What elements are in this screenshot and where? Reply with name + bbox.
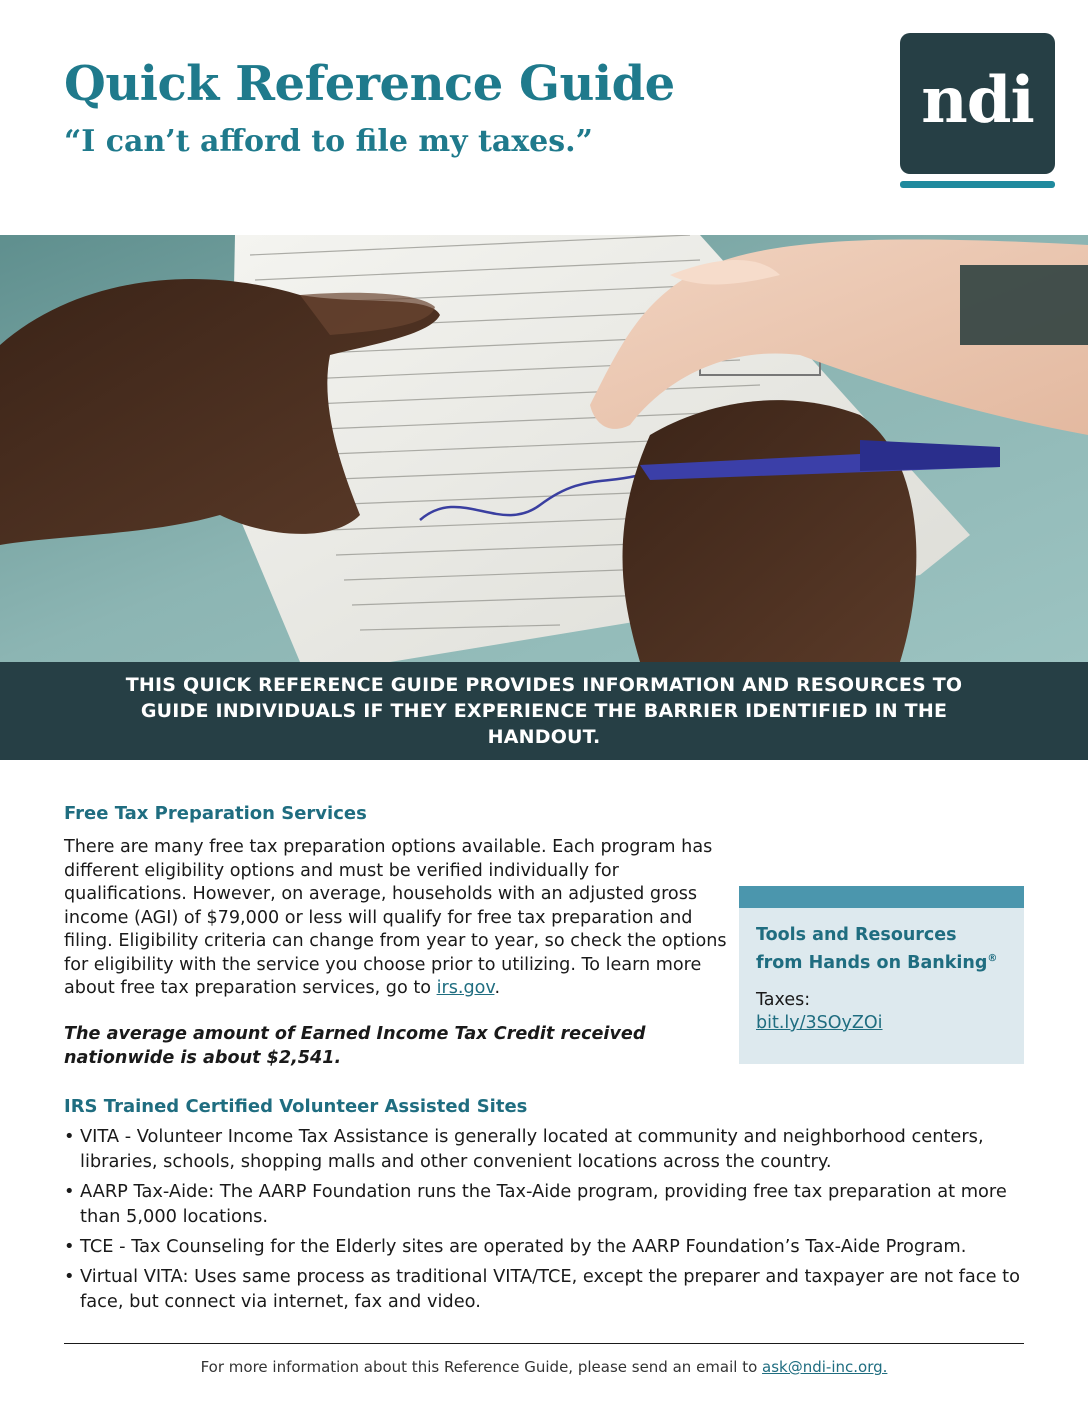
resources-sidebox xyxy=(739,886,1024,1064)
taxes-resource-link[interactable]: bit.ly/3SOyZOi xyxy=(756,1012,883,1033)
sidebox-accent-bar xyxy=(739,886,1024,908)
free-tax-heading: Free Tax Preparation Services xyxy=(64,803,367,824)
hero-photo xyxy=(0,235,1088,662)
list-item: • VITA - Volunteer Income Tax Assistance is generally located at community and neighborhood centers, libraries, schools, shopping malls and other convenient locations across the country. xyxy=(64,1124,1034,1174)
contact-email-link[interactable]: ask@ndi-inc.org. xyxy=(762,1358,888,1376)
page-subtitle: “I can’t afford to file my taxes.” xyxy=(64,124,593,159)
free-tax-paragraph-text: There are many free tax preparation options available. Each program has different eligibility options and must be verified individually for qualifications. However, on average, households with an adjusted gross income (AGI) of $79,000 or less will qualify for free tax preparation and filing. Eligibility criteria can change from year to year, so check the options for eligibility with the service you choose prior to utilizing. To learn more about free tax preparation services, go to xyxy=(64,837,727,998)
footer xyxy=(0,1358,1088,1376)
list-item: • TCE - Tax Counseling for the Elderly sites are operated by the AARP Foundation’s Tax-Aide Program. xyxy=(64,1234,1034,1259)
sidebox-label: Taxes: xyxy=(756,989,811,1010)
footer-divider xyxy=(64,1343,1024,1344)
vita-heading: IRS Trained Certified Volunteer Assisted Sites xyxy=(64,1096,528,1117)
paragraph-end: . xyxy=(494,978,501,998)
list-item: • Virtual VITA: Uses same process as traditional VITA/TCE, except the preparer and taxpayer are not face to face, but connect via internet, fax and video. xyxy=(64,1264,1034,1314)
registered-mark: ® xyxy=(987,953,998,964)
ndi-logo xyxy=(900,33,1055,174)
list-item: • AARP Tax-Aide: The AARP Foundation runs the Tax-Aide program, providing free tax preparation at more than 5,000 locations. xyxy=(64,1179,1034,1229)
eitc-highlight: The average amount of Earned Income Tax Credit received nationwide is about $2,541. xyxy=(64,1024,646,1068)
irs-link[interactable]: irs.gov xyxy=(436,978,495,998)
vita-list xyxy=(64,1124,1034,1319)
free-tax-paragraph xyxy=(64,836,744,1001)
banner-text: THIS QUICK REFERENCE GUIDE PROVIDES INFORMATION AND RESOURCES TO GUIDE INDIVIDUALS IF THEY EXPERIENCE THE BARRIER IDENTIFIED IN THE HANDOUT. xyxy=(125,674,963,748)
sidebox-title-text: Tools and Resources from Hands on Banking xyxy=(756,925,988,973)
logo-underline xyxy=(900,181,1055,188)
page-title: Quick Reference Guide xyxy=(64,56,675,112)
intro-banner xyxy=(0,662,1088,760)
logo-text: ndi xyxy=(921,63,1034,138)
sidebox-title xyxy=(756,924,1007,975)
footer-text: For more information about this Reference Guide, please send an email to xyxy=(200,1358,763,1376)
